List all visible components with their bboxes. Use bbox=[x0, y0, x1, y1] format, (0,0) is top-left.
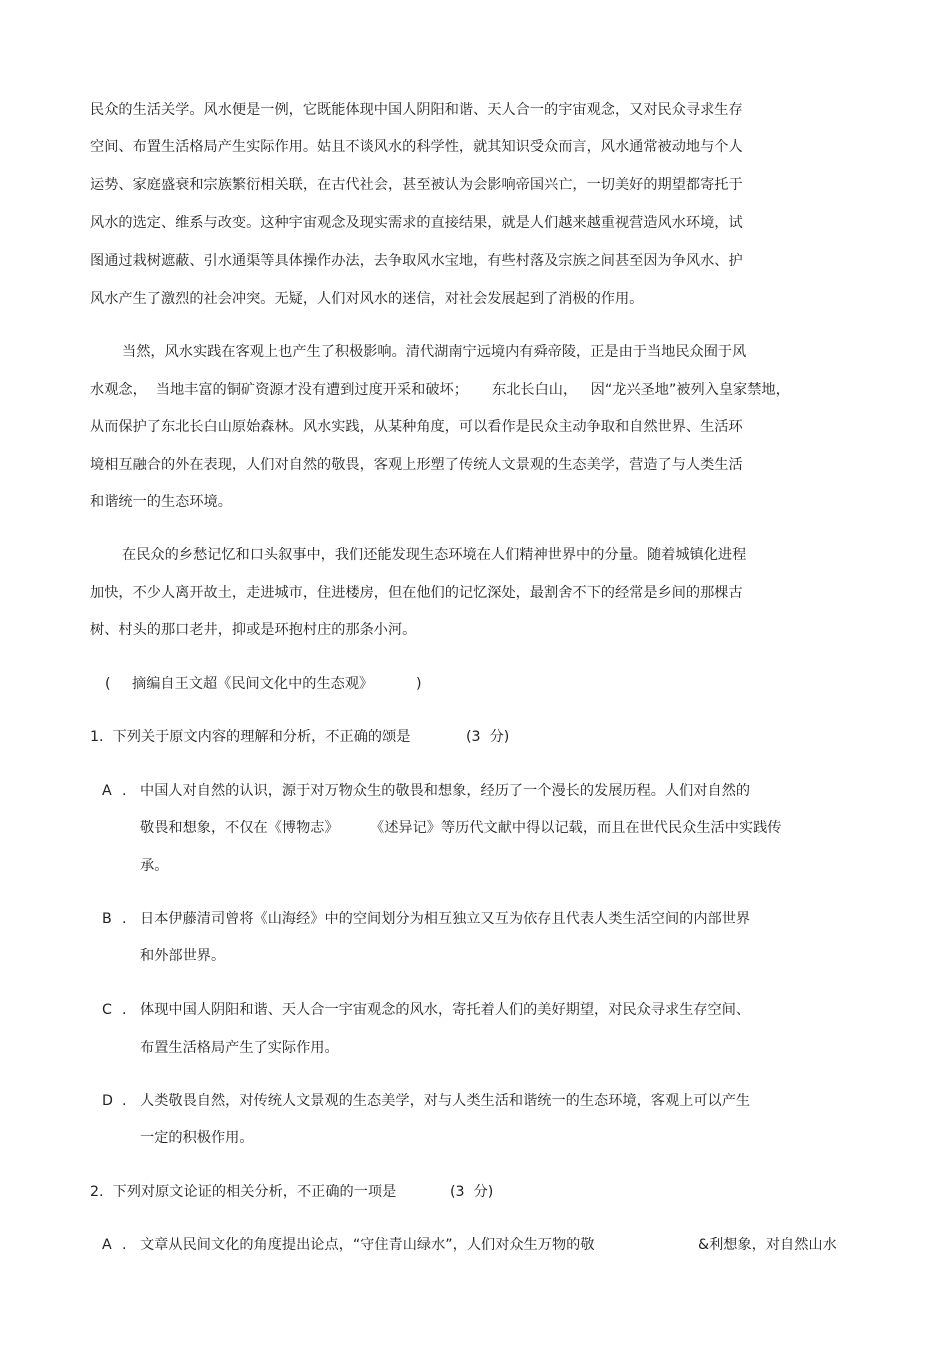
paragraph-line: 运势、家庭盛衰和宗族繁衍相关联，在古代社会，甚至被认为会影响帝国兴亡，一切美好的期望都寄托于 bbox=[90, 177, 743, 193]
question-stem: 1. 下列关于原文内容的理解和分析，不正确的颂是 bbox=[90, 729, 411, 745]
paragraph-line: 风水产生了激烈的社会冲突。无疑，人们对风水的迷信，对社会发展起到了消极的作用。 bbox=[90, 291, 644, 307]
paragraph-line: 树、村头的那口老井，抑或是环抱村庄的那条小河。 bbox=[90, 622, 417, 638]
paragraph-line: 当然，风水实践在客观上也产生了积极影响。清代湖南宁远境内有舜帝陵，正是由于当地民众囿于风 bbox=[122, 344, 747, 360]
paragraph-line: 图通过栽树遮蔽、引水通渠等具体操作办法，去争取风水宝地，有些村落及宗族之间甚至因为争风水、护 bbox=[90, 253, 743, 269]
option-text: 《述异记》等历代文献中得以记载，而且在世代民众生活中实践传 bbox=[370, 820, 782, 836]
option-text: 文章从民间文化的角度提出论点，“守住青山绿水”，人们对众生万物的敬 bbox=[140, 1237, 595, 1253]
option-text: 承。 bbox=[140, 858, 169, 874]
option-text: 和外部世界。 bbox=[140, 948, 226, 964]
option-letter: A bbox=[102, 783, 112, 799]
option-text: &利想象，对自然山水 bbox=[698, 1237, 837, 1253]
paragraph-line: 和谐统一的生态环境。 bbox=[90, 494, 232, 510]
paragraph-line: 民众的生活关学。风水便是一例，它既能体现中国人阴阳和谐、天人合一的宇宙观念，又对民众寻求生存 bbox=[90, 102, 743, 118]
question-score: (3 分) bbox=[450, 1184, 494, 1200]
paragraph-line: 从而保护了东北长白山原始森林。风水实践，从某种角度，可以看作是民众主动争取和自然世界、生活环 bbox=[90, 419, 743, 435]
option-dot: . bbox=[122, 1093, 127, 1109]
paragraph-line: 加快，不少人离开故土，走进城市，住进楼房，但在他们的记忆深处，最割舍不下的经常是乡间的那棵古 bbox=[90, 585, 743, 601]
source-text: 摘编自王文超《民间文化中的生态观》 bbox=[132, 676, 374, 692]
option-text: 人类敬畏自然，对传统人文景观的生态美学，对与人类生活和谐统一的生态环境，客观上可以产生 bbox=[140, 1093, 751, 1109]
option-dot: . bbox=[122, 783, 127, 799]
option-letter: C bbox=[102, 1002, 112, 1018]
option-letter: A bbox=[102, 1237, 112, 1253]
option-text: 一定的积极作用。 bbox=[140, 1130, 254, 1146]
paragraph-line: 在民众的乡愁记忆和口头叙事中，我们还能发现生态环境在人们精神世界中的分量。随着城镇化进程 bbox=[122, 547, 747, 563]
source-open-paren: ( bbox=[105, 676, 111, 692]
paragraph-line: 境相互融合的外在表现，人们对自然的敬畏，客观上形塑了传统人文景观的生态美学，营造了与人类生活 bbox=[90, 457, 743, 473]
question-stem: 2. 下列对原文论证的相关分析，不正确的一项是 bbox=[90, 1184, 397, 1200]
source-close-paren: ) bbox=[416, 676, 422, 692]
option-dot: . bbox=[122, 1002, 127, 1018]
option-text: 日本伊藤清司曾将《山海经》中的空间划分为相互独立又互为依存且代表人类生活空间的内部世界 bbox=[140, 911, 751, 927]
paragraph-line-segment: 东北长白山， 因“龙兴圣地”被列入皇家禁地， bbox=[492, 382, 790, 398]
paragraph-line: 空间、布置生活格局产生实际作用。姑且不谈风水的科学性，就其知识受众而言，风水通常被动地与个人 bbox=[90, 139, 743, 155]
option-letter: B bbox=[102, 911, 112, 927]
paragraph-line: 风水的选定、维系与改变。这种宇宙观念及现实需求的直接结果，就是人们越来越重视营造风水环境，试 bbox=[90, 215, 743, 231]
option-dot: . bbox=[122, 1237, 127, 1253]
question-score: (3 分) bbox=[466, 729, 510, 745]
paragraph-line-segment: 水观念， 当地丰富的铜矿资源才没有遭到过度开采和破坏； bbox=[90, 382, 468, 398]
option-dot: . bbox=[122, 911, 127, 927]
option-text: 中国人对自然的认识，源于对万物众生的敬畏和想象，经历了一个漫长的发展历程。人们对自然的 bbox=[140, 783, 751, 799]
option-letter: D bbox=[102, 1093, 113, 1109]
option-text: 体现中国人阴阳和谐、天人合一宇宙观念的风水，寄托着人们的美好期望，对民众寻求生存空间、 bbox=[140, 1002, 751, 1018]
option-text: 敬畏和想象，不仅在《博物志》 bbox=[140, 820, 339, 836]
option-text: 布置生活格局产生了实际作用。 bbox=[140, 1040, 339, 1056]
